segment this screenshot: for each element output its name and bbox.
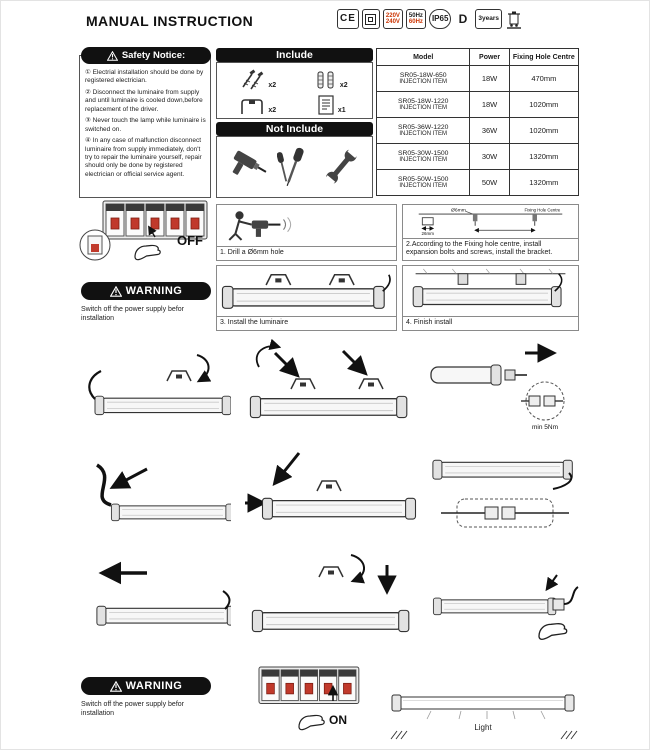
power-cell: 18W <box>470 66 509 92</box>
warning-triangle-icon <box>110 681 122 692</box>
model-code: SR05-50W-1500 <box>397 176 449 183</box>
bracket-install-illustration <box>403 205 578 238</box>
step3-caption: 3. Install the luminaire <box>217 316 396 330</box>
assembly-step-b3-illustration <box>429 441 579 539</box>
svg-text:min 5Nm: min 5Nm <box>531 424 559 431</box>
not-include-box <box>216 136 373 198</box>
centre-cell: 1320mm <box>509 170 578 196</box>
include-header: Include <box>216 48 373 62</box>
ip65-rating-icon: IP65 <box>429 9 451 29</box>
model-code: SR05-18W-1220 <box>397 98 449 105</box>
page-title: MANUAL INSTRUCTION <box>86 13 254 29</box>
table-row <box>377 144 579 170</box>
col-centre: Fixing Hole Centre <box>509 49 578 66</box>
warning-triangle-icon <box>107 51 118 61</box>
warning-header <box>81 677 211 695</box>
model-sub: INJECTION ITEM <box>399 131 448 137</box>
drill-icon <box>228 145 268 189</box>
double-insulation-icon <box>362 9 380 29</box>
step4-caption: 4. Finish install <box>403 316 578 330</box>
spec-table-header-row <box>377 49 579 66</box>
model-code: SR05-18W-650 <box>399 72 447 79</box>
wrench-icon <box>321 145 361 189</box>
light-label: Light <box>474 723 492 732</box>
step2-panel <box>402 204 579 261</box>
svg-text:26mm: 26mm <box>421 230 435 236</box>
power-cell: 30W <box>470 144 509 170</box>
screwdriver-icon <box>277 145 311 189</box>
warning-text: Switch off the power supply befor installation <box>81 701 184 718</box>
qty-label: x1 <box>337 107 346 114</box>
table-row <box>377 118 579 144</box>
step2-caption: 2.According to the Fixing hole centre, install expansion bolts and screws, install the bracket. <box>403 238 578 261</box>
model-code: SR05-30W-1500 <box>397 150 449 157</box>
warranty-badge: 3years <box>475 9 502 29</box>
safety-item: ① Electrial installation should be done by registered electrician. <box>85 69 204 85</box>
assembly-step-a2-illustration <box>241 337 419 433</box>
frequency-rating: 50Hz 60Hz <box>406 9 426 29</box>
centre-cell: 470mm <box>509 66 578 92</box>
warning-header <box>81 282 211 300</box>
step1-panel <box>216 204 397 261</box>
include-item-manual <box>295 91 369 117</box>
col-power: Power <box>470 49 509 66</box>
finish-install-illustration <box>403 266 578 316</box>
safety-notice-title: Safety Notice: <box>121 50 186 61</box>
power-cell: 36W <box>470 118 509 144</box>
safety-notice-header <box>81 47 211 64</box>
assembly-step-b2-illustration <box>241 441 419 537</box>
manual-book-icon <box>317 94 335 116</box>
spec-table <box>376 48 579 196</box>
svg-text:Ø6mm: Ø6mm <box>451 208 466 214</box>
qty-label: x2 <box>339 81 348 89</box>
warning-triangle-icon <box>110 286 122 297</box>
mounting-clips-icon <box>239 98 265 116</box>
qty-label: x2 <box>268 81 277 89</box>
breaker-panel-off-illustration <box>79 199 213 263</box>
certification-icons <box>337 9 523 29</box>
include-item-clips <box>221 91 295 117</box>
model-sub: INJECTION ITEM <box>399 157 448 163</box>
weee-bin-icon <box>505 9 523 29</box>
assembly-step-b1-illustration <box>81 443 231 537</box>
voltage-rating: 220V 240V <box>383 9 403 29</box>
include-box <box>216 62 373 119</box>
col-model: Model <box>377 49 470 66</box>
qty-label: x2 <box>268 107 277 114</box>
assembly-step-c3-illustration <box>429 547 579 651</box>
centre-cell: 1320mm <box>509 144 578 170</box>
centre-cell: 1020mm <box>509 92 578 118</box>
safety-notice-box <box>79 55 211 198</box>
model-sub: INJECTION ITEM <box>399 105 448 111</box>
model-sub: INJECTION ITEM <box>399 79 448 85</box>
assembly-step-c2-illustration <box>241 547 419 651</box>
table-row <box>377 92 579 118</box>
drill-hole-illustration <box>217 205 396 246</box>
power-cell: 18W <box>470 92 509 118</box>
model-sub: INJECTION ITEM <box>399 183 448 189</box>
step3-panel <box>216 265 397 331</box>
warning-title: WARNING <box>125 285 183 297</box>
include-item-screws <box>221 65 295 91</box>
model-code: SR05-36W-1220 <box>397 124 449 131</box>
safety-item: ④ In any case of malfunction disconnect luminaire from supply immediately, don't try to repair the luminaire yourself, repair should only be done by registered electrician or official service agent. <box>85 137 202 178</box>
table-row <box>377 170 579 196</box>
table-row <box>377 66 579 92</box>
step1-caption: 1. Drill a Ø6mm hole <box>217 246 396 260</box>
svg-text:Fixing Hole Centre: Fixing Hole Centre <box>524 207 561 213</box>
step4-panel <box>402 265 579 331</box>
wall-plugs-icon <box>315 69 337 91</box>
assembly-step-a1-illustration <box>81 339 231 431</box>
screws-icon <box>239 69 265 91</box>
include-item-plugs <box>295 65 369 91</box>
warning-title: WARNING <box>125 680 183 692</box>
safety-item: ③ Never touch the lamp while luminaire is switched on. <box>85 117 206 133</box>
assembly-step-a3-illustration <box>429 337 579 433</box>
ce-mark-icon: CE <box>337 9 359 29</box>
warning-text: Switch off the power supply befor installation <box>81 306 184 323</box>
off-label: OFF <box>177 233 203 248</box>
assembly-step-c1-illustration <box>81 549 231 649</box>
power-cell: 50W <box>470 170 509 196</box>
install-luminaire-illustration <box>217 266 396 316</box>
on-label: ON <box>329 713 347 727</box>
safety-item: ② Disconnect the luminaire from supply and until luminaire is cooled down,before replacement of the driver. <box>85 88 203 113</box>
finished-light-illustration <box>387 691 579 743</box>
centre-cell: 1020mm <box>509 118 578 144</box>
not-include-header: Not Include <box>216 122 373 136</box>
d-mark-icon: D <box>454 9 472 29</box>
